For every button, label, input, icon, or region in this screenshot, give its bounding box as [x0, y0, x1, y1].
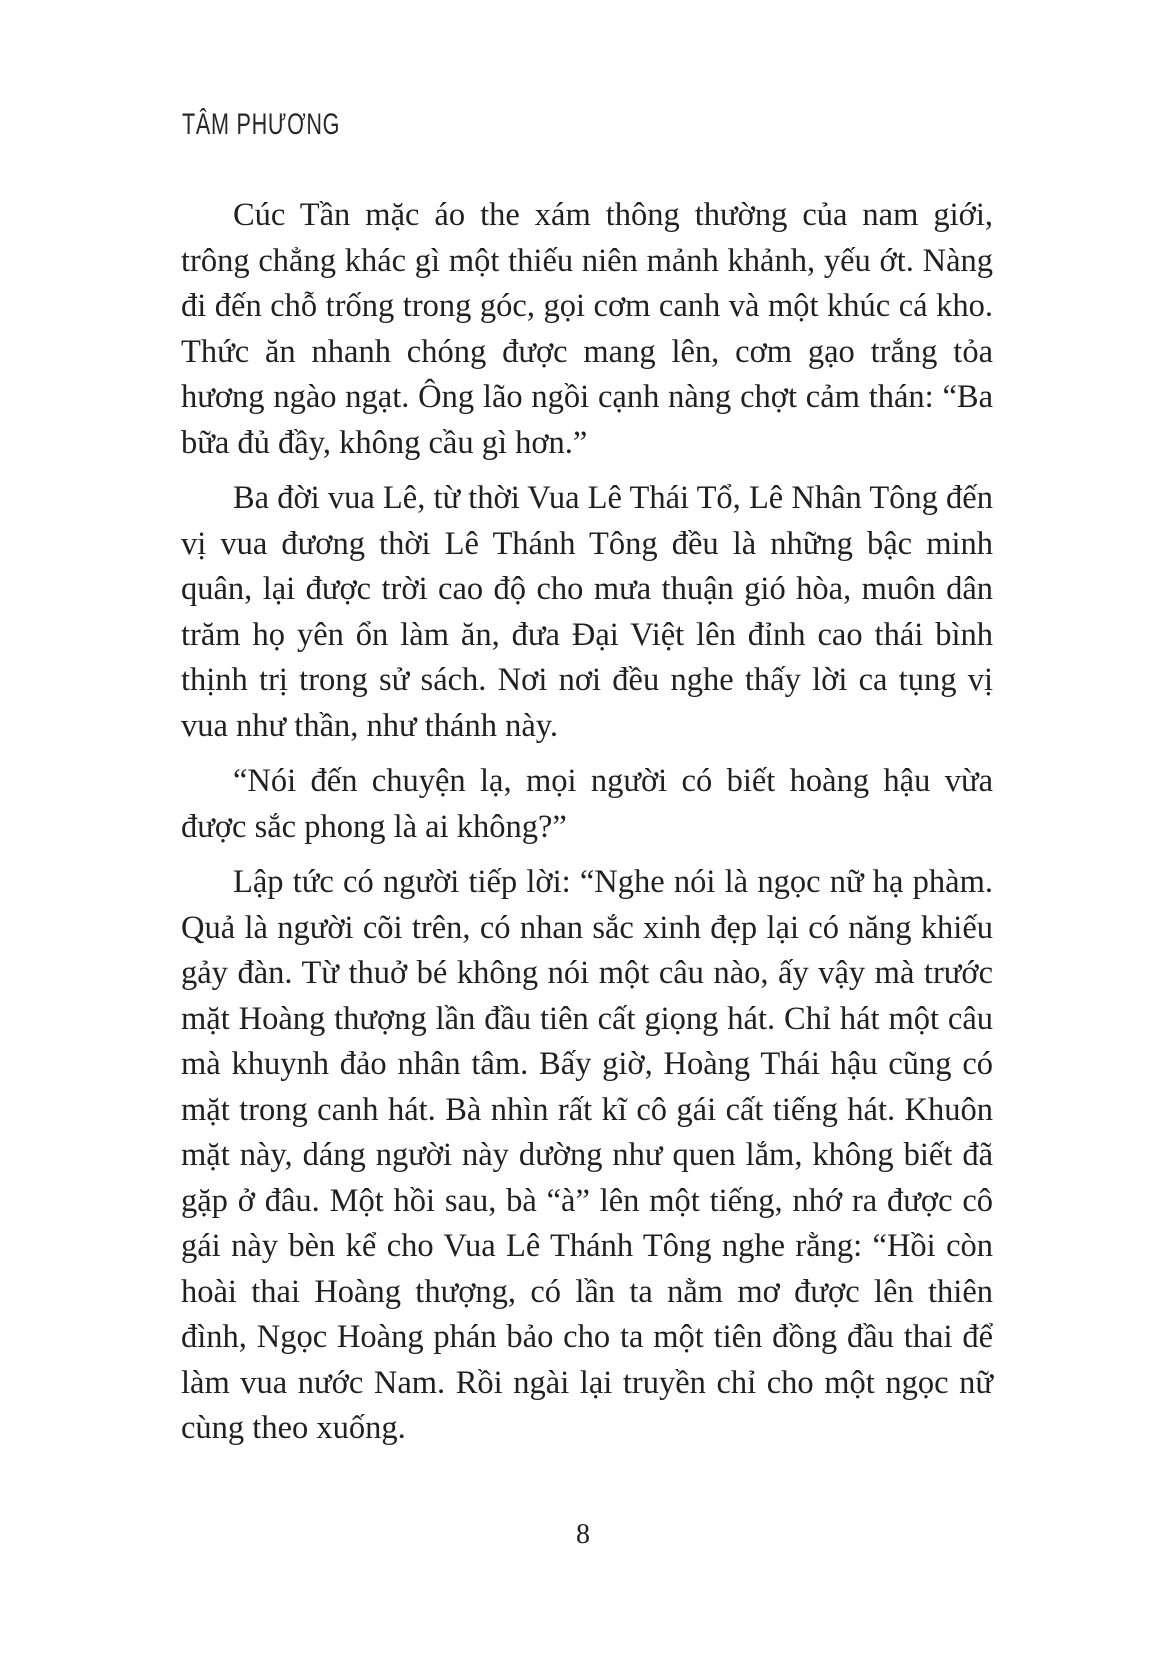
page-number: 8: [576, 1519, 590, 1550]
paragraph: Cúc Tần mặc áo the xám thông thường của nam giới, trông chẳng khác gì một thiếu niên mảnh khảnh, yếu ớt. Nàng đi đến chỗ trống trong góc, gọi cơm canh và một khúc cá kho. Thức ăn nhanh chóng được mang lên, cơm gạo trắng tỏa hương ngào ngạt. Ông lão ngồi cạnh nàng chợt cảm thán: “Ba bữa đủ đầy, không cầu gì hơn.”: [181, 197, 993, 461]
body-text: [181, 193, 993, 1462]
paragraph: Lập tức có người tiếp lời: “Nghe nói là ngọc nữ hạ phàm. Quả là người cõi trên, có nhan sắc xinh đẹp lại có năng khiếu gảy đàn. Từ thuở bé không nói một câu nào, ấy vậy mà trước mặt Hoàng thượng lần đầu tiên cất giọng hát. Chỉ hát một câu mà khuynh đảo nhân tâm. Bấy giờ, Hoàng Thái hậu cũng có mặt trong canh hát. Bà nhìn rất kĩ cô gái cất tiếng hát. Khuôn mặt này, dáng người này dường như quen lắm, không biết đã gặp ở đâu. Một hồi sau, bà “à” lên một tiếng, nhớ ra được cô gái này bèn kể cho Vua Lê Thánh Tông nghe rằng: “Hồi còn hoài thai Hoàng thượng, có lần ta nằm mơ được lên thiên đình, Ngọc Hoàng phán bảo cho ta một tiên đồng đầu thai để làm vua nước Nam. Rồi ngài lại truyền chỉ cho một ngọc nữ cùng theo xuống.: [181, 864, 993, 1446]
paragraph: Ba đời vua Lê, từ thời Vua Lê Thái Tổ, Lê Nhân Tông đến vị vua đương thời Lê Thánh Tông đều là những bậc minh quân, lại được trời cao độ cho mưa thuận gió hòa, muôn dân trăm họ yên ổn làm ăn, đưa Đại Việt lên đỉnh cao thái bình thịnh trị trong sử sách. Nơi nơi đều nghe thấy lời ca tụng vị vua như thần, như thánh này.: [181, 480, 993, 744]
running-header-title: TÂM PHƯƠNG: [182, 108, 341, 141]
paragraph: “Nói đến chuyện lạ, mọi người có biết hoàng hậu vừa được sắc phong là ai không?”: [181, 763, 993, 845]
